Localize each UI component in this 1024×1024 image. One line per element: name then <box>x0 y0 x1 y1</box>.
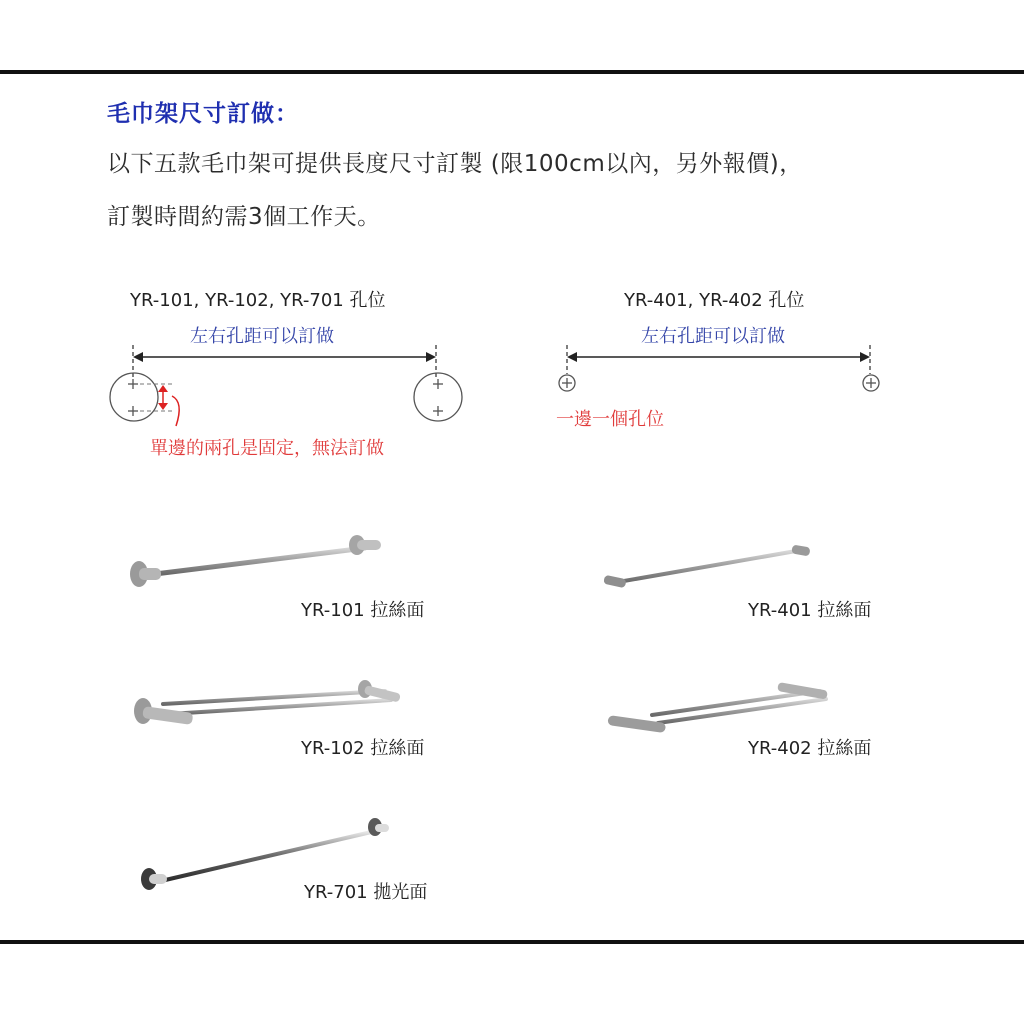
diagram-note-adjustable: 左右孔距可以訂做 <box>190 326 334 347</box>
single-hole-mount-diagram-icon <box>550 340 890 400</box>
product-label: YR-402 拉絲面 <box>748 738 872 759</box>
two-hole-mount-diagram-icon <box>100 340 480 430</box>
diagram-title: YR-401, YR-402 孔位 <box>624 290 805 311</box>
bottom-border-rule <box>0 940 1024 944</box>
product-label: YR-401 拉絲面 <box>748 600 872 621</box>
section-heading: 毛巾架尺寸訂做： <box>107 101 299 127</box>
diagram-note-fixed: 單邊的兩孔是固定，無法訂做 <box>150 438 384 459</box>
product-label: YR-101 拉絲面 <box>301 600 425 621</box>
product-label: YR-701 拋光面 <box>304 882 428 903</box>
diagram-note-single-hole: 一邊一個孔位 <box>556 409 664 430</box>
double-towel-bar-round-base-icon <box>125 680 405 730</box>
diagram-note-adjustable: 左右孔距可以訂做 <box>641 326 785 347</box>
double-towel-bar-flat-mount-icon <box>600 675 840 735</box>
description-line-2: 訂製時間約需3個工作天。 <box>107 204 381 230</box>
diagram-title: YR-101, YR-102, YR-701 孔位 <box>130 290 386 311</box>
single-towel-bar-flat-mount-icon <box>600 540 820 590</box>
top-border-rule <box>0 70 1024 74</box>
product-label: YR-102 拉絲面 <box>301 738 425 759</box>
single-towel-bar-round-base-icon <box>125 530 390 590</box>
description-line-1: 以下五款毛巾架可提供長度尺寸訂製 (限100cm以內，另外報價)， <box>107 151 803 177</box>
